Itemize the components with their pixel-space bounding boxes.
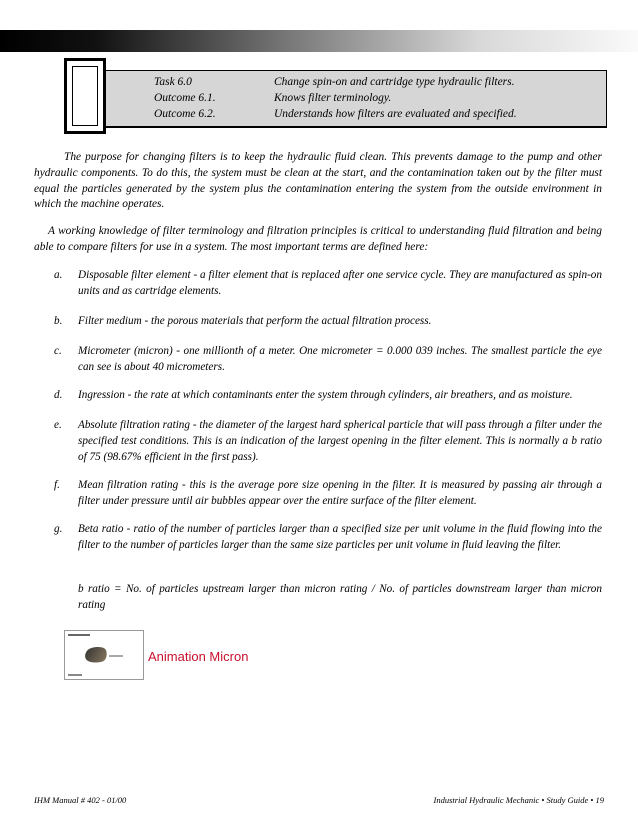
list-item [54, 344, 602, 376]
list-item [54, 388, 602, 404]
list-text: Mean filtration rating - this is the average pore size opening in the filter. It is measured by passing air through a filter under pressure until air bubbles appear over the entire surface of the filter element. [78, 479, 602, 507]
list-letter: c. [54, 345, 62, 357]
terminology-paragraph: A working knowledge of filter terminology and filtration principles is critical to understanding fluid filtration and being able to compare filters for use in a system. The most important terms are defined here: [34, 225, 602, 253]
animation-thumbnail[interactable] [64, 630, 144, 680]
list-item [54, 522, 602, 554]
list-letter: b. [54, 315, 63, 327]
outcome-description: Knows filter terminology. [274, 92, 392, 104]
outcome-description: Understands how filters are evaluated and specified. [274, 108, 517, 120]
task-outcome-box [68, 70, 607, 128]
task-label: Task 6.0 [154, 76, 192, 88]
list-letter: e. [54, 419, 62, 431]
list-text: Filter medium - the porous materials that perform the actual filtration process. [78, 315, 432, 327]
formula-text: b ratio = No. of particles upstream larger than micron rating / No. of particles downstream larger than micron rating [78, 583, 602, 611]
outcome-label: Outcome 6.2. [154, 108, 216, 120]
list-text: Disposable filter element - a filter element that is replaced after one service cycle. They are manufactured as spin-on units and as cartridge elements. [78, 269, 602, 297]
task-description: Change spin-on and cartridge type hydraulic filters. [274, 76, 515, 88]
outcome-label: Outcome 6.1. [154, 92, 216, 104]
animation-micron-link[interactable]: Animation Micron [148, 649, 249, 664]
footer-manual-id: IHM Manual # 402 - 01/00 [34, 795, 127, 805]
list-item [54, 478, 602, 510]
micron-particle-image [83, 644, 108, 665]
list-text: Absolute filtration rating - the diameter of the largest hard spherical particle that will pass through a filter under the specified test conditions. This is an indication of the largest opening in the filter element. This is normally a b ratio of 75 (98.67% efficient in the first pass). [78, 419, 602, 463]
list-letter: a. [54, 269, 63, 281]
list-text: Ingression - the rate at which contaminants enter the system through cylinders, air breathers, and as moisture. [78, 389, 573, 401]
list-text: Micrometer (micron) - one millionth of a meter. One micrometer = 0.000 039 inches. The smallest particle the eye can see is about 40 micrometers. [78, 345, 602, 373]
list-letter: f. [54, 479, 60, 491]
list-letter: d. [54, 389, 63, 401]
beta-ratio-formula [54, 582, 602, 614]
footer-page-info: Industrial Hydraulic Mechanic • Study Guide • 19 [433, 795, 604, 805]
list-letter: g. [54, 523, 63, 535]
book-icon [64, 58, 106, 134]
list-item [54, 268, 602, 300]
header-gradient-bar [0, 30, 638, 52]
list-item [54, 314, 602, 330]
list-text: Beta ratio - ratio of the number of particles larger than a specified size per unit volume in the fluid flowing into the filter to the number of particles larger than the same size particles per unit volume in fluid leaving the filter. [78, 523, 602, 551]
list-item [54, 418, 602, 465]
intro-paragraph: The purpose for changing filters is to keep the hydraulic fluid clean. This prevents damage to the pump and other hydraulic components. To do this, the system must be clean at the start, and the contamination taken out by the filter must equal the particles generated by the system plus the contamination entering the system from the outside environment in which the machine operates. [34, 151, 602, 211]
